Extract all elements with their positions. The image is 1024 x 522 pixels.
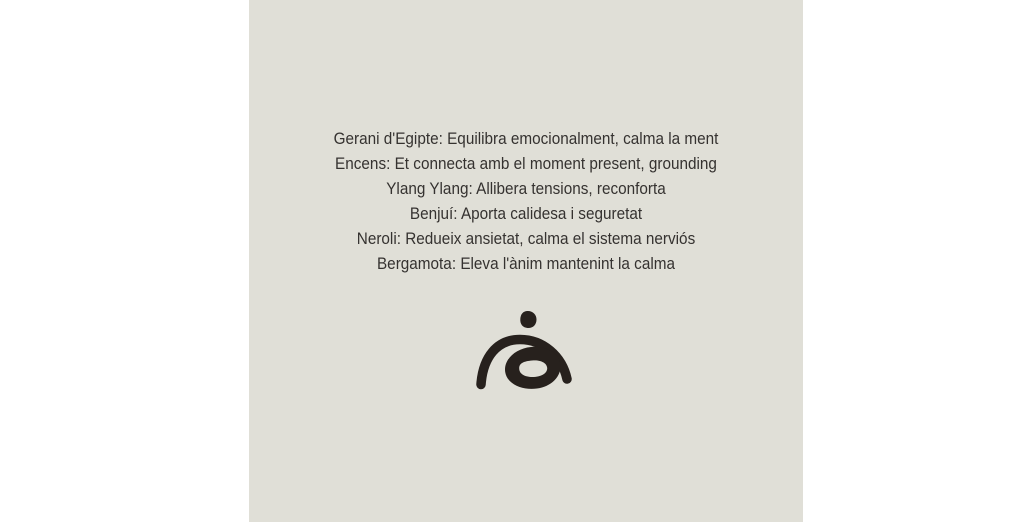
card-panel — [249, 0, 803, 522]
dot-arch-ring-icon — [471, 300, 581, 400]
oil-line: Gerani d'Egipte: Equilibra emocionalment, calma la ment — [333, 129, 719, 148]
oil-line: Benjuí: Aporta calidesa i seguretat — [409, 204, 643, 223]
essential-oils-list — [277, 126, 776, 276]
oil-line: Neroli: Redueix ansietat, calma el sistema nerviós — [356, 229, 696, 248]
oil-line: Bergamota: Eleva l'ànim mantenint la calma — [376, 254, 676, 273]
oil-line: Encens: Et connecta amb el moment present, grounding — [335, 154, 717, 173]
oil-line: Ylang Ylang: Allibera tensions, reconforta — [386, 179, 666, 198]
